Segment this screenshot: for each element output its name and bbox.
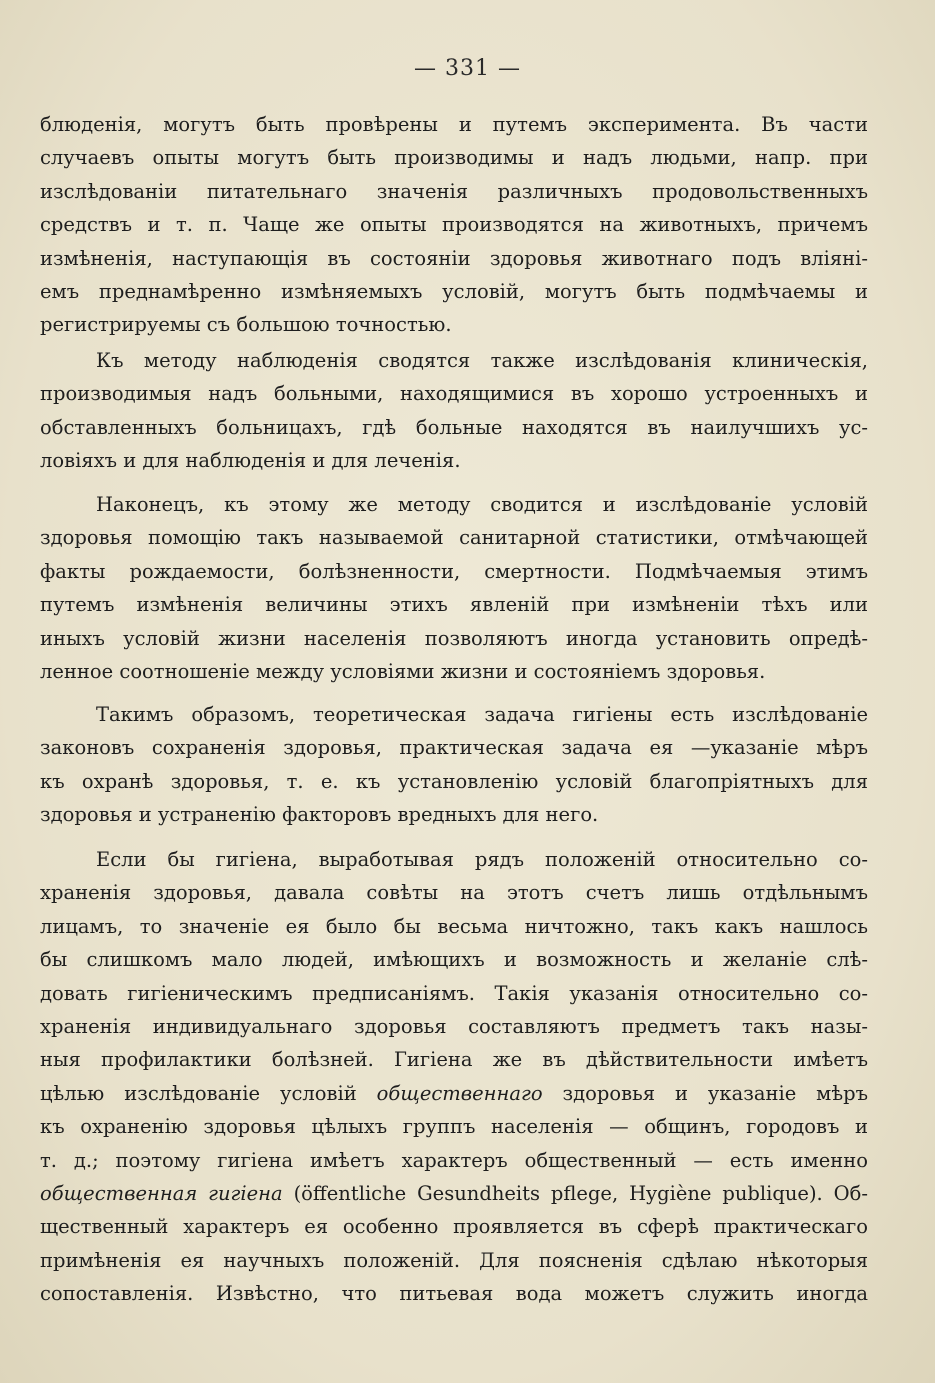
text-line: Такимъ образомъ, теоретическая задача гигіены есть изслѣдованіе (96, 703, 868, 726)
text-line: производимыя надъ больными, находящимися въ хорошо устроенныхъ и (40, 382, 868, 406)
paragraph (40, 108, 868, 342)
text-line: къ охранѣ здоровья, т. е. къ установленію условій благопріятныхъ для (40, 769, 868, 793)
emphasis-text: общественнаго (376, 1081, 543, 1105)
text-line: емъ преднамѣренно измѣняемыхъ условій, могутъ быть подмѣчаемы и (40, 279, 868, 303)
emphasis-text: общественная гигіена (40, 1181, 283, 1205)
text-line: здоровья и устраненію факторовъ вредныхъ для него. (40, 803, 599, 827)
page-number: — 331 — (414, 56, 521, 81)
text-line: ловіяхъ и для наблюденія и для леченія. (40, 449, 461, 473)
text-line: факты рождаемости, болѣзненности, смертности. Подмѣчаемыя этимъ (40, 559, 868, 583)
text-line: обставленныхъ больницахъ, гдѣ больные находятся въ наилучшихъ ус- (40, 415, 868, 439)
text-line: случаевъ опыты могутъ быть производимы и надъ людьми, напр. при (40, 146, 868, 170)
text-line: щественный характеръ ея особенно проявляется въ сферѣ практическаго (40, 1215, 868, 1239)
text-line: ныя профилактики болѣзней. Гигіена же въ дѣйствительности имѣетъ (40, 1048, 868, 1072)
text-line (40, 1077, 868, 1110)
text-line: къ охраненію здоровья цѣлыхъ группъ населенія — общинъ, городовъ и (40, 1115, 868, 1139)
text-line: лицамъ, то значеніе ея было бы весьма ничтожно, такъ какъ нашлось (40, 914, 868, 938)
text-line: сопоставленія. Извѣстно, что питьевая вода можетъ служить иногда (40, 1282, 868, 1306)
text-line: Если бы гигіена, выработывая рядъ положеній относительно со- (96, 848, 868, 871)
text-line: измѣненія, наступающія въ состояніи здоровья животнаго подъ вліяні- (40, 246, 868, 270)
text-line: путемъ измѣненія величины этихъ явленій при измѣненіи тѣхъ или (40, 593, 868, 617)
text-line (40, 1177, 868, 1210)
text-run: здоровья и указаніе мѣръ (542, 1081, 868, 1105)
paragraph (40, 344, 868, 478)
text-line: довать гигіеническимъ предписаніямъ. Такія указанія относительно со- (40, 981, 868, 1005)
paragraph (40, 488, 868, 688)
text-line: храненія здоровья, давала совѣты на этотъ счетъ лишь отдѣльнымъ (40, 881, 868, 905)
text-line: здоровья помощію такъ называемой санитарной статистики, отмѣчающей (40, 526, 868, 550)
text-line: примѣненія ея научныхъ положеній. Для поясненія сдѣлаю нѣкоторыя (40, 1248, 868, 1272)
text-line: бы слишкомъ мало людей, имѣющихъ и возможность и желаніе слѣ- (40, 948, 868, 972)
text-line: иныхъ условій жизни населенія позволяютъ иногда установить опредѣ- (40, 626, 868, 650)
text-line: Къ методу наблюденія сводятся также изслѣдованія клиническія, (96, 349, 868, 372)
text-line: т. д.; поэтому гигіена имѣетъ характеръ общественный — есть именно (40, 1148, 868, 1172)
text-run: цѣлью изслѣдованіе условій (40, 1081, 377, 1105)
text-line: ленное соотношеніе между условіями жизни и состояніемъ здоровья. (40, 659, 766, 683)
paragraph (40, 843, 868, 1310)
text-run: (öffentliche Gesundheits pflege, Hygiène publique). Об- (282, 1181, 868, 1205)
text-line: регистрируемы съ большою точностью. (40, 313, 452, 337)
text-line: изслѣдованіи питательнаго значенія различныхъ продовольственныхъ (40, 179, 868, 203)
text-line: законовъ сохраненія здоровья, практическая задача ея —указаніе мѣръ (40, 736, 868, 760)
text-line: средствъ и т. п. Чаще же опыты производятся на животныхъ, причемъ (40, 213, 868, 237)
paragraph (40, 698, 868, 832)
text-line: Наконецъ, къ этому же методу сводится и изслѣдованіе условій (96, 493, 868, 516)
text-line: храненія индивидуальнаго здоровья составляютъ предметъ такъ назы- (40, 1014, 868, 1038)
text-line: блюденія, могутъ быть провѣрены и путемъ эксперимента. Въ части (40, 113, 868, 136)
